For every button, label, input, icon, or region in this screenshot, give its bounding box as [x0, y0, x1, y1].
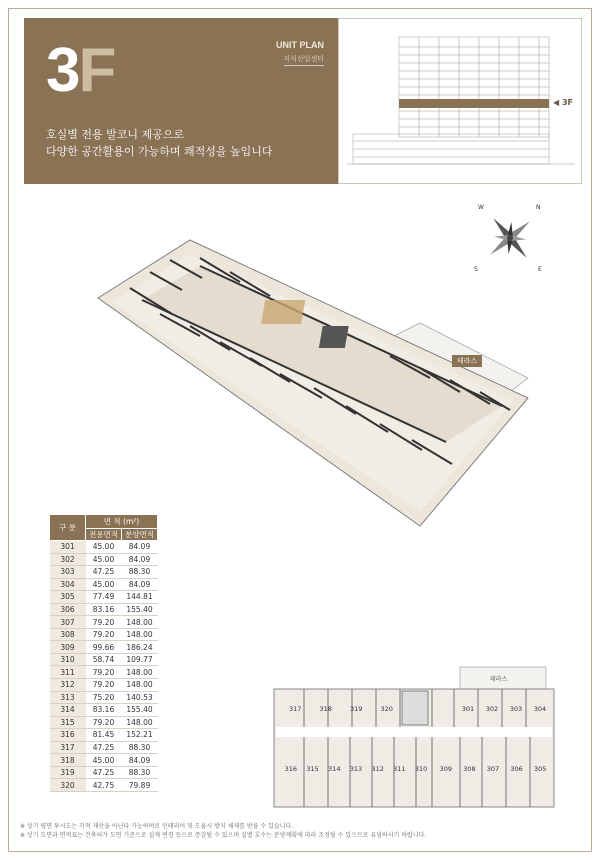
unit-label: 302: [485, 705, 499, 713]
area-table-body: [50, 541, 158, 792]
unit-label: 306: [510, 765, 523, 773]
floor-title: 3F: [46, 36, 115, 105]
floor-description: [46, 126, 273, 160]
supply-area: 84.09: [122, 541, 158, 554]
table-row: [50, 691, 158, 704]
terrace-tag: 테라스: [452, 355, 482, 367]
unit-number: 305: [50, 591, 86, 604]
unit-label: 305: [533, 765, 547, 773]
supply-area: 148.00: [122, 716, 158, 729]
footnote-2: ※ 상기 도면과 면적표는 건축허가 도면 기준으로 설계 변경 등으로 증감될 수 있으며 실별 호수는 분양계획에 따라 조정될 수 있으므로 유념하시기 바랍니다.: [20, 832, 427, 839]
unit-label: 319: [350, 705, 363, 713]
table-row: [50, 716, 158, 729]
floor-plan-drawing: [272, 665, 557, 810]
col-area: 면 적 (m²): [86, 515, 158, 529]
exclusive-area: 77.49: [86, 591, 122, 604]
supply-area: 88.30: [122, 766, 158, 779]
units-top-left: [280, 705, 402, 713]
compass-n: N: [536, 204, 541, 211]
exclusive-area: 79.20: [86, 666, 122, 679]
exclusive-area: 83.16: [86, 603, 122, 616]
unit-label: 317: [289, 705, 302, 713]
table-row: [50, 679, 158, 692]
unit-number: 310: [50, 653, 86, 666]
table-row: [50, 641, 158, 654]
col-unit: 구 분: [50, 515, 86, 541]
supply-area: 84.09: [122, 754, 158, 767]
unit-number: 315: [50, 716, 86, 729]
floor-plan: [272, 665, 557, 810]
footnotes: [20, 822, 426, 840]
unit-number: 304: [50, 578, 86, 591]
units-bottom-right: [434, 765, 552, 773]
isometric-floor-plan: [90, 228, 550, 528]
terrace-label: 테라스: [490, 676, 508, 683]
exclusive-area: 47.25: [86, 766, 122, 779]
supply-area: 88.30: [122, 741, 158, 754]
unit-number: 319: [50, 766, 86, 779]
table-row: [50, 779, 158, 792]
unit-number: 302: [50, 553, 86, 566]
supply-area: 148.00: [122, 628, 158, 641]
table-row: [50, 754, 158, 767]
desc-line-2: 다양한 공간활용이 가능하며 쾌적성을 높입니다: [46, 145, 273, 158]
supply-area: 148.00: [122, 616, 158, 629]
unit-label: 315: [306, 765, 319, 773]
table-row: [50, 603, 158, 616]
unit-number: 308: [50, 628, 86, 641]
exclusive-area: 83.16: [86, 704, 122, 717]
col-exclusive: 전용면적: [86, 529, 122, 541]
compass-e: E: [538, 266, 542, 273]
unit-label: 318: [319, 705, 332, 713]
table-row: [50, 566, 158, 579]
supply-area: 144.81: [122, 591, 158, 604]
unit-label: 304: [533, 705, 547, 713]
table-row: [50, 729, 158, 742]
table-row: [50, 591, 158, 604]
exclusive-area: 79.20: [86, 616, 122, 629]
supply-area: 140.53: [122, 691, 158, 704]
unit-label: 312: [371, 765, 384, 773]
unit-label: 303: [509, 705, 523, 713]
supply-area: 148.00: [122, 666, 158, 679]
desc-line-1: 호실별 전용 발코니 제공으로: [46, 128, 185, 141]
unit-label: 314: [328, 765, 341, 773]
table-row: [50, 541, 158, 554]
supply-area: 152.21: [122, 729, 158, 742]
unit-number: 303: [50, 566, 86, 579]
unit-label: 313: [349, 765, 363, 773]
area-table: [49, 514, 158, 792]
supply-area: 84.09: [122, 578, 158, 591]
unit-label: 309: [439, 765, 452, 773]
exclusive-area: 79.20: [86, 716, 122, 729]
table-row: [50, 766, 158, 779]
unit-label: 311: [393, 765, 406, 773]
units-bottom-left: [280, 765, 432, 773]
unit-plan-label: UNIT PLAN: [276, 40, 324, 50]
table-row: [50, 628, 158, 641]
supply-area: 155.40: [122, 704, 158, 717]
exclusive-area: 45.00: [86, 754, 122, 767]
exclusive-area: 75.20: [86, 691, 122, 704]
exclusive-area: 45.00: [86, 541, 122, 554]
exclusive-area: 58.74: [86, 653, 122, 666]
header-panel: [24, 18, 338, 184]
table-row: [50, 578, 158, 591]
exclusive-area: 45.00: [86, 578, 122, 591]
table-row: [50, 666, 158, 679]
exclusive-area: 47.25: [86, 741, 122, 754]
exclusive-area: 99.66: [86, 641, 122, 654]
compass-w: W: [478, 204, 484, 211]
table-row: [50, 653, 158, 666]
compass-s: S: [474, 266, 478, 273]
building-elevation: [338, 18, 582, 184]
category-label: 지식산업센터: [283, 55, 324, 63]
header-rule: [284, 65, 324, 66]
supply-area: 148.00: [122, 679, 158, 692]
unit-number: 307: [50, 616, 86, 629]
unit-number: 317: [50, 741, 86, 754]
isometric-drawing: [90, 228, 550, 528]
footnote-1: ※ 상기 평면 투시도는 각적 재산을 아닌다 가능하며로 인테리어 및 도움시 방지 체제를 받을 수 있습니다.: [20, 823, 294, 830]
table-row: [50, 616, 158, 629]
unit-number: 320: [50, 779, 86, 792]
exclusive-area: 79.20: [86, 679, 122, 692]
units-top-right: [456, 705, 552, 713]
unit-number: 314: [50, 704, 86, 717]
col-supply: 분양면적: [122, 529, 158, 541]
unit-label: 316: [284, 765, 298, 773]
unit-number: 306: [50, 603, 86, 616]
floor-highlight: [399, 99, 549, 108]
unit-number: 316: [50, 729, 86, 742]
supply-area: 109.77: [122, 653, 158, 666]
unit-number: 309: [50, 641, 86, 654]
exclusive-area: 79.20: [86, 628, 122, 641]
exclusive-area: 47.25: [86, 566, 122, 579]
exclusive-area: 81.45: [86, 729, 122, 742]
unit-label: 320: [380, 705, 393, 713]
table-row: [50, 553, 158, 566]
supply-area: 155.40: [122, 603, 158, 616]
elevation-drawing: [339, 19, 583, 185]
supply-area: 88.30: [122, 566, 158, 579]
unit-label: 307: [486, 765, 500, 773]
supply-area: 79.89: [122, 779, 158, 792]
unit-number: 301: [50, 541, 86, 554]
table-row: [50, 741, 158, 754]
table-row: [50, 704, 158, 717]
unit-number: 312: [50, 679, 86, 692]
floor-marker: ◀ 3F: [553, 98, 573, 107]
unit-number: 313: [50, 691, 86, 704]
unit-number: 311: [50, 666, 86, 679]
unit-label: 310: [414, 765, 428, 773]
supply-area: 84.09: [122, 553, 158, 566]
supply-area: 186.24: [122, 641, 158, 654]
exclusive-area: 45.00: [86, 553, 122, 566]
unit-label: 308: [463, 765, 476, 773]
unit-number: 318: [50, 754, 86, 767]
exclusive-area: 42.75: [86, 779, 122, 792]
unit-label: 301: [461, 705, 475, 713]
